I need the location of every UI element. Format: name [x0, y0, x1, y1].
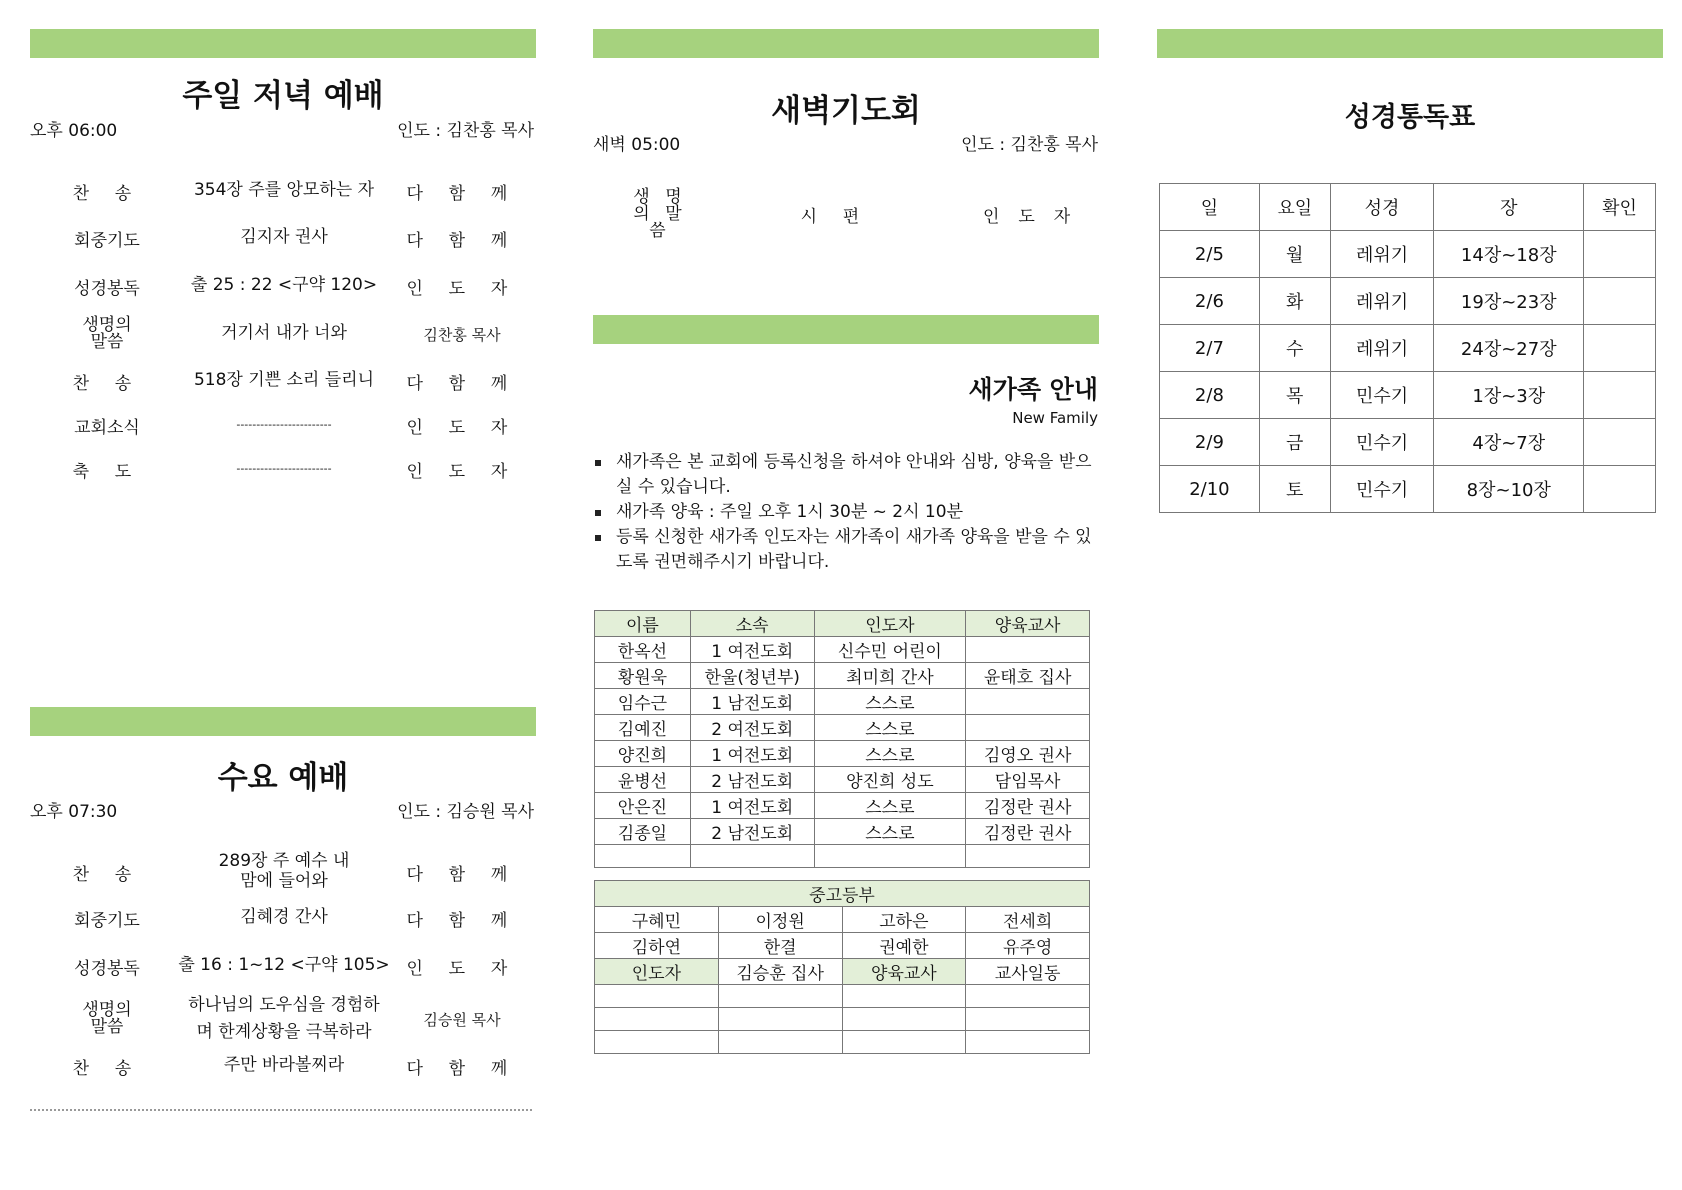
table-cell — [966, 845, 1090, 868]
dawn-header-bar — [593, 29, 1099, 58]
table-cell: 양진희 성도 — [814, 767, 966, 793]
table-row — [595, 663, 1090, 689]
check-cell[interactable] — [1584, 419, 1656, 466]
order-by: 김찬홍 목사 — [423, 325, 501, 344]
table-cell: 2 남전도회 — [690, 767, 814, 793]
table-cell: 2/9 — [1160, 419, 1260, 466]
table-cell — [966, 689, 1090, 715]
order-by: 다 함 께 — [406, 373, 518, 394]
table-cell: 2/8 — [1160, 372, 1260, 419]
table-cell: 스스로 — [814, 793, 966, 819]
table-cell: 14장~18장 — [1434, 231, 1584, 278]
column-header: 요일 — [1259, 184, 1330, 231]
order-row — [48, 454, 522, 484]
table-cell — [690, 845, 814, 868]
order-by: 인 도 자 — [406, 278, 518, 299]
column-header: 이름 — [595, 611, 691, 637]
order-content: 주만 바라볼찌라 — [223, 1055, 345, 1076]
table-cell: 한울(청년부) — [690, 663, 814, 689]
order-row — [48, 223, 522, 253]
table-cell: 김정란 권사 — [966, 793, 1090, 819]
table-row — [595, 933, 1090, 959]
table-cell: 토 — [1259, 466, 1330, 513]
table-header-row — [595, 881, 1090, 907]
order-by: 다 함 께 — [406, 1058, 518, 1079]
table-cell: 인도자 — [595, 959, 719, 985]
order-by: 인 도 자 — [406, 461, 518, 482]
table-row — [595, 845, 1090, 868]
order-content: ------------------------ — [236, 461, 332, 475]
table-cell: 2 여전도회 — [690, 715, 814, 741]
order-row — [48, 366, 522, 396]
new-family-title: 새가족 안내 — [968, 375, 1098, 404]
list-item: 등록 신청한 새가족 인도자는 새가족이 새가족 양육을 받을 수 있도록 권면해주시기 바랍니다. — [593, 525, 1093, 575]
column-header: 일 — [1160, 184, 1260, 231]
table-cell: 화 — [1259, 278, 1330, 325]
table-row — [595, 959, 1090, 985]
order-content: ------------------------ — [236, 417, 332, 431]
order-content: 김혜경 간사 — [240, 907, 328, 928]
list-item: 새가족 양육 : 주일 오후 1시 30분 ~ 2시 10분 — [593, 500, 1093, 525]
table-cell: 1장~3장 — [1434, 372, 1584, 419]
check-cell[interactable] — [1584, 325, 1656, 372]
order-row — [48, 410, 522, 440]
table-row — [1160, 278, 1656, 325]
order-content: 출 16 : 1~12 <구약 105> — [178, 955, 390, 976]
table-cell: 레위기 — [1330, 325, 1434, 372]
table-cell: 최미희 간사 — [814, 663, 966, 689]
dawn-order-row — [620, 186, 1090, 241]
table-cell: 스스로 — [814, 741, 966, 767]
table-cell: 민수기 — [1330, 466, 1434, 513]
table-cell: 1 여전도회 — [690, 741, 814, 767]
bible-reading-title: 성경통독표 — [1344, 102, 1476, 133]
table-cell: 김예진 — [595, 715, 691, 741]
table-cell: 김하연 — [595, 933, 719, 959]
order-label: 축 도 — [72, 461, 142, 482]
table-cell: 민수기 — [1330, 419, 1434, 466]
table-cell: 구혜민 — [595, 907, 719, 933]
bible-reading-table — [1159, 183, 1656, 513]
check-cell[interactable] — [1584, 231, 1656, 278]
table-cell: 한결 — [718, 933, 842, 959]
dawn-title: 새벽기도회 — [771, 93, 921, 129]
dawn-time: 새벽 05:00 — [593, 135, 681, 155]
table-row — [595, 1031, 1090, 1054]
table-cell: 김승훈 집사 — [718, 959, 842, 985]
table-cell: 임수근 — [595, 689, 691, 715]
table-cell — [595, 845, 691, 868]
table-cell: 24장~27장 — [1434, 325, 1584, 372]
table-cell: 이정원 — [718, 907, 842, 933]
column-header: 소속 — [690, 611, 814, 637]
dawn-leader: 인도 : 김찬홍 목사 — [961, 135, 1098, 155]
table-cell: 유주영 — [966, 933, 1090, 959]
order-label: 찬 송 — [72, 864, 142, 885]
table-cell: 김정란 권사 — [966, 819, 1090, 845]
order-by: 인 도 자 — [406, 958, 518, 979]
table-cell: 교사일동 — [966, 959, 1090, 985]
table-row — [1160, 231, 1656, 278]
table-cell: 황원욱 — [595, 663, 691, 689]
table-row — [595, 907, 1090, 933]
table-cell: 김종일 — [595, 819, 691, 845]
table-cell: 금 — [1259, 419, 1330, 466]
wednesday-header-bar — [30, 707, 536, 736]
order-label: 회중기도 — [74, 910, 140, 931]
order-label: 생명의 말씀 — [82, 315, 132, 352]
sunday-evening-leader: 인도 : 김찬홍 목사 — [397, 121, 534, 141]
table-row — [595, 819, 1090, 845]
column-header: 인도자 — [814, 611, 966, 637]
order-label: 생 명 의 말 씀 — [633, 186, 687, 241]
table-row — [595, 793, 1090, 819]
order-by: 인 도 자 — [982, 206, 1078, 227]
table-cell: 2/10 — [1160, 466, 1260, 513]
youth-table — [594, 880, 1090, 1054]
table-cell: 수 — [1259, 325, 1330, 372]
order-label: 성경봉독 — [74, 958, 140, 979]
sunday-evening-header-bar — [30, 29, 536, 58]
dotted-divider — [30, 1109, 532, 1111]
order-content: 518장 기쁜 소리 들리니 — [193, 370, 375, 391]
wednesday-leader: 인도 : 김승원 목사 — [397, 802, 534, 822]
table-row — [595, 715, 1090, 741]
order-label: 찬 송 — [72, 373, 142, 394]
new-family-header-bar — [593, 315, 1099, 344]
order-label: 찬 송 — [72, 183, 142, 204]
order-content: 354장 주를 앙모하는 자 — [193, 180, 375, 201]
table-cell: 19장~23장 — [1434, 278, 1584, 325]
table-row — [1160, 372, 1656, 419]
order-by: 다 함 께 — [406, 910, 518, 931]
table-header-row — [1160, 184, 1656, 231]
order-by: 다 함 께 — [406, 230, 518, 251]
order-content: 김지자 권사 — [240, 227, 328, 248]
new-family-table — [594, 610, 1090, 868]
table-cell: 4장~7장 — [1434, 419, 1584, 466]
table-cell: 목 — [1259, 372, 1330, 419]
order-label: 교회소식 — [74, 417, 140, 438]
table-cell: 윤병선 — [595, 767, 691, 793]
table-cell — [966, 637, 1090, 663]
table-cell: 윤태호 집사 — [966, 663, 1090, 689]
table-row — [1160, 466, 1656, 513]
table-cell: 스스로 — [814, 689, 966, 715]
order-row — [48, 951, 522, 981]
order-row — [48, 993, 522, 1045]
order-label: 생명의 말씀 — [82, 1000, 132, 1037]
column-header: 양육교사 — [966, 611, 1090, 637]
column-header: 확인 — [1584, 184, 1656, 231]
order-content: 하나님의 도우심을 경험하며 한계상황을 극복하라 — [188, 994, 380, 1042]
check-cell[interactable] — [1584, 372, 1656, 419]
column-header: 성경 — [1330, 184, 1434, 231]
order-by: 인 도 자 — [406, 417, 518, 438]
table-row — [595, 985, 1090, 1008]
table-cell: 양육교사 — [842, 959, 966, 985]
wednesday-title: 수요 예배 — [217, 760, 349, 796]
order-row — [48, 314, 522, 354]
table-cell: 고하은 — [842, 907, 966, 933]
table-cell: 8장~10장 — [1434, 466, 1584, 513]
table-header-row — [595, 611, 1090, 637]
table-cell: 스스로 — [814, 715, 966, 741]
table-cell: 레위기 — [1330, 278, 1434, 325]
order-by: 김승원 목사 — [423, 1010, 501, 1029]
sunday-evening-time: 오후 06:00 — [30, 121, 118, 141]
table-cell: 월 — [1259, 231, 1330, 278]
table-cell: 양진희 — [595, 741, 691, 767]
check-cell[interactable] — [1584, 278, 1656, 325]
order-label: 찬 송 — [72, 1058, 142, 1079]
order-row — [48, 176, 522, 206]
sunday-evening-title: 주일 저녁 예배 — [182, 78, 384, 114]
table-row — [1160, 325, 1656, 372]
table-cell: 1 여전도회 — [690, 793, 814, 819]
table-cell: 전세희 — [966, 907, 1090, 933]
table-row — [595, 741, 1090, 767]
table-cell: 2/6 — [1160, 278, 1260, 325]
table-cell: 2/7 — [1160, 325, 1260, 372]
bible-reading-header-bar — [1157, 29, 1663, 58]
table-cell — [966, 715, 1090, 741]
order-content: 거기서 내가 너와 — [221, 323, 347, 344]
table-row — [595, 1008, 1090, 1031]
order-label: 회중기도 — [74, 230, 140, 251]
order-row — [48, 850, 522, 894]
order-content: 출 25 : 22 <구약 120> — [190, 275, 378, 296]
table-cell: 레위기 — [1330, 231, 1434, 278]
order-label: 성경봉독 — [74, 278, 140, 299]
order-row — [48, 903, 522, 933]
table-cell: 2/5 — [1160, 231, 1260, 278]
table-cell: 1 남전도회 — [690, 689, 814, 715]
order-row — [48, 271, 522, 301]
table-cell: 스스로 — [814, 819, 966, 845]
wednesday-time: 오후 07:30 — [30, 802, 118, 822]
new-family-notes — [593, 450, 1093, 575]
table-cell: 한옥선 — [595, 637, 691, 663]
check-cell[interactable] — [1584, 466, 1656, 513]
table-cell: 신수민 어린이 — [814, 637, 966, 663]
table-cell: 민수기 — [1330, 372, 1434, 419]
new-family-subtitle: New Family — [1012, 409, 1098, 427]
youth-title: 중고등부 — [595, 881, 1090, 907]
table-cell: 김영오 권사 — [966, 741, 1090, 767]
column-header: 장 — [1434, 184, 1584, 231]
table-row — [595, 767, 1090, 793]
table-row — [595, 637, 1090, 663]
table-cell: 2 남전도회 — [690, 819, 814, 845]
table-cell: 담임목사 — [966, 767, 1090, 793]
table-cell: 1 여전도회 — [690, 637, 814, 663]
table-row — [595, 689, 1090, 715]
order-content: 289장 주 예수 내 맘에 들어와 — [218, 851, 350, 891]
table-row — [1160, 419, 1656, 466]
order-by: 다 함 께 — [406, 183, 518, 204]
order-by: 다 함 께 — [406, 864, 518, 885]
table-cell — [814, 845, 966, 868]
list-item: 새가족은 본 교회에 등록신청을 하셔야 안내와 심방, 양육을 받으실 수 있습니다. — [593, 450, 1093, 500]
order-content: 시 편 — [800, 206, 870, 227]
order-row — [48, 1051, 522, 1081]
table-cell: 권예한 — [842, 933, 966, 959]
table-cell: 안은진 — [595, 793, 691, 819]
